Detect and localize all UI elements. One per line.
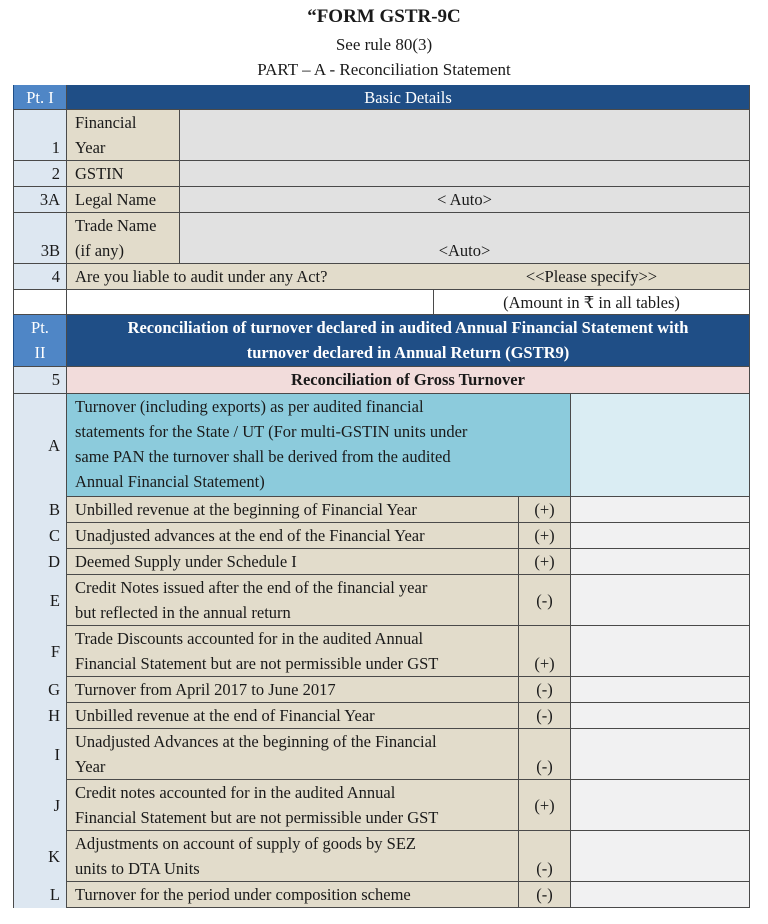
row-code-d: D — [13, 549, 67, 575]
row-l-description: Turnover for the period under composition scheme — [67, 882, 519, 908]
label-legal-name: Legal Name — [67, 187, 180, 213]
row-c-sign: (+) — [519, 523, 571, 549]
row-l-sign: (-) — [519, 882, 571, 908]
label-audit-liability: Are you liable to audit under any Act? — [67, 264, 434, 290]
row-h-sign: (-) — [519, 703, 571, 729]
row-k-sign: (-) — [519, 831, 571, 882]
row-f-description: Trade Discounts accounted for in the audited Annual Financial Statement but are not permissible under GST — [67, 626, 519, 677]
row-code-k: K — [13, 831, 67, 882]
row-e-sign: (-) — [519, 575, 571, 626]
row-a-description: Turnover (including exports) as per audited financial statements for the State / UT (For multi-GSTIN units under same PAN the turnover shall be derived from the audited Annual Financial Statement) — [67, 394, 571, 497]
row-number: 3B — [13, 213, 67, 264]
financial-year-field[interactable] — [180, 110, 750, 161]
row-code-i: I — [13, 729, 67, 780]
row-d-value-field[interactable] — [571, 549, 750, 575]
row-i-value-field[interactable] — [571, 729, 750, 780]
row-b-description: Unbilled revenue at the beginning of Financial Year — [67, 497, 519, 523]
row-code-l: L — [13, 882, 67, 908]
row-number: 1 — [13, 110, 67, 161]
trade-name-field[interactable]: <Auto> — [180, 213, 750, 264]
row-j-description: Credit notes accounted for in the audited Annual Financial Statement but are not permissible under GST — [67, 780, 519, 831]
row-code-a: A — [13, 394, 67, 497]
row-j-value-field[interactable] — [571, 780, 750, 831]
row-k-value-field[interactable] — [571, 831, 750, 882]
blank-cell — [67, 290, 434, 315]
row-d-sign: (+) — [519, 549, 571, 575]
row-a-value-field[interactable] — [571, 394, 750, 497]
row-c-value-field[interactable] — [571, 523, 750, 549]
row-e-value-field[interactable] — [571, 575, 750, 626]
row-b-value-field[interactable] — [571, 497, 750, 523]
part2-number: Pt. II — [13, 315, 67, 367]
row-code-h: H — [13, 703, 67, 729]
label-trade-name: Trade Name (if any) — [67, 213, 180, 264]
row-h-value-field[interactable] — [571, 703, 750, 729]
row-number: 2 — [13, 161, 67, 187]
row-f-value-field[interactable] — [571, 626, 750, 677]
row-code-e: E — [13, 575, 67, 626]
row-g-description: Turnover from April 2017 to June 2017 — [67, 677, 519, 703]
section-title: Reconciliation of Gross Turnover — [67, 367, 750, 394]
row-k-description: Adjustments on account of supply of goods by SEZ units to DTA Units — [67, 831, 519, 882]
label-gstin: GSTIN — [67, 161, 180, 187]
label-financial-year: Financial Year — [67, 110, 180, 161]
row-code-f: F — [13, 626, 67, 677]
row-number: 4 — [13, 264, 67, 290]
form-title: “FORM GSTR-9C — [307, 6, 461, 27]
blank-number-cell — [13, 290, 67, 315]
row-g-value-field[interactable] — [571, 677, 750, 703]
row-number: 3A — [13, 187, 67, 213]
row-code-g: G — [13, 677, 67, 703]
row-code-j: J — [13, 780, 67, 831]
legal-name-field[interactable]: < Auto> — [180, 187, 750, 213]
row-i-sign: (-) — [519, 729, 571, 780]
row-g-sign: (-) — [519, 677, 571, 703]
part2-heading: Reconciliation of turnover declared in audited Annual Financial Statement with turnover declared in Annual Return (GSTR9) — [67, 315, 750, 367]
row-i-description: Unadjusted Advances at the beginning of the Financial Year — [67, 729, 519, 780]
section-number: 5 — [13, 367, 67, 394]
part1-number: Pt. I — [13, 85, 67, 110]
amount-unit-note: (Amount in ₹ in all tables) — [434, 290, 750, 315]
row-code-c: C — [13, 523, 67, 549]
row-h-description: Unbilled revenue at the end of Financial Year — [67, 703, 519, 729]
row-l-value-field[interactable] — [571, 882, 750, 908]
form-rule-reference: See rule 80(3) — [335, 35, 433, 54]
row-b-sign: (+) — [519, 497, 571, 523]
form-part-title: PART – A - Reconciliation Statement — [257, 60, 511, 79]
part1-heading: Basic Details — [67, 85, 750, 110]
row-code-b: B — [13, 497, 67, 523]
row-e-description: Credit Notes issued after the end of the financial year but reflected in the annual return — [67, 575, 519, 626]
row-j-sign: (+) — [519, 780, 571, 831]
gstin-field[interactable] — [180, 161, 750, 187]
audit-liability-field[interactable]: <<Please specify>> — [434, 264, 750, 290]
row-d-description: Deemed Supply under Schedule I — [67, 549, 519, 575]
row-c-description: Unadjusted advances at the end of the Financial Year — [67, 523, 519, 549]
row-f-sign: (+) — [519, 626, 571, 677]
